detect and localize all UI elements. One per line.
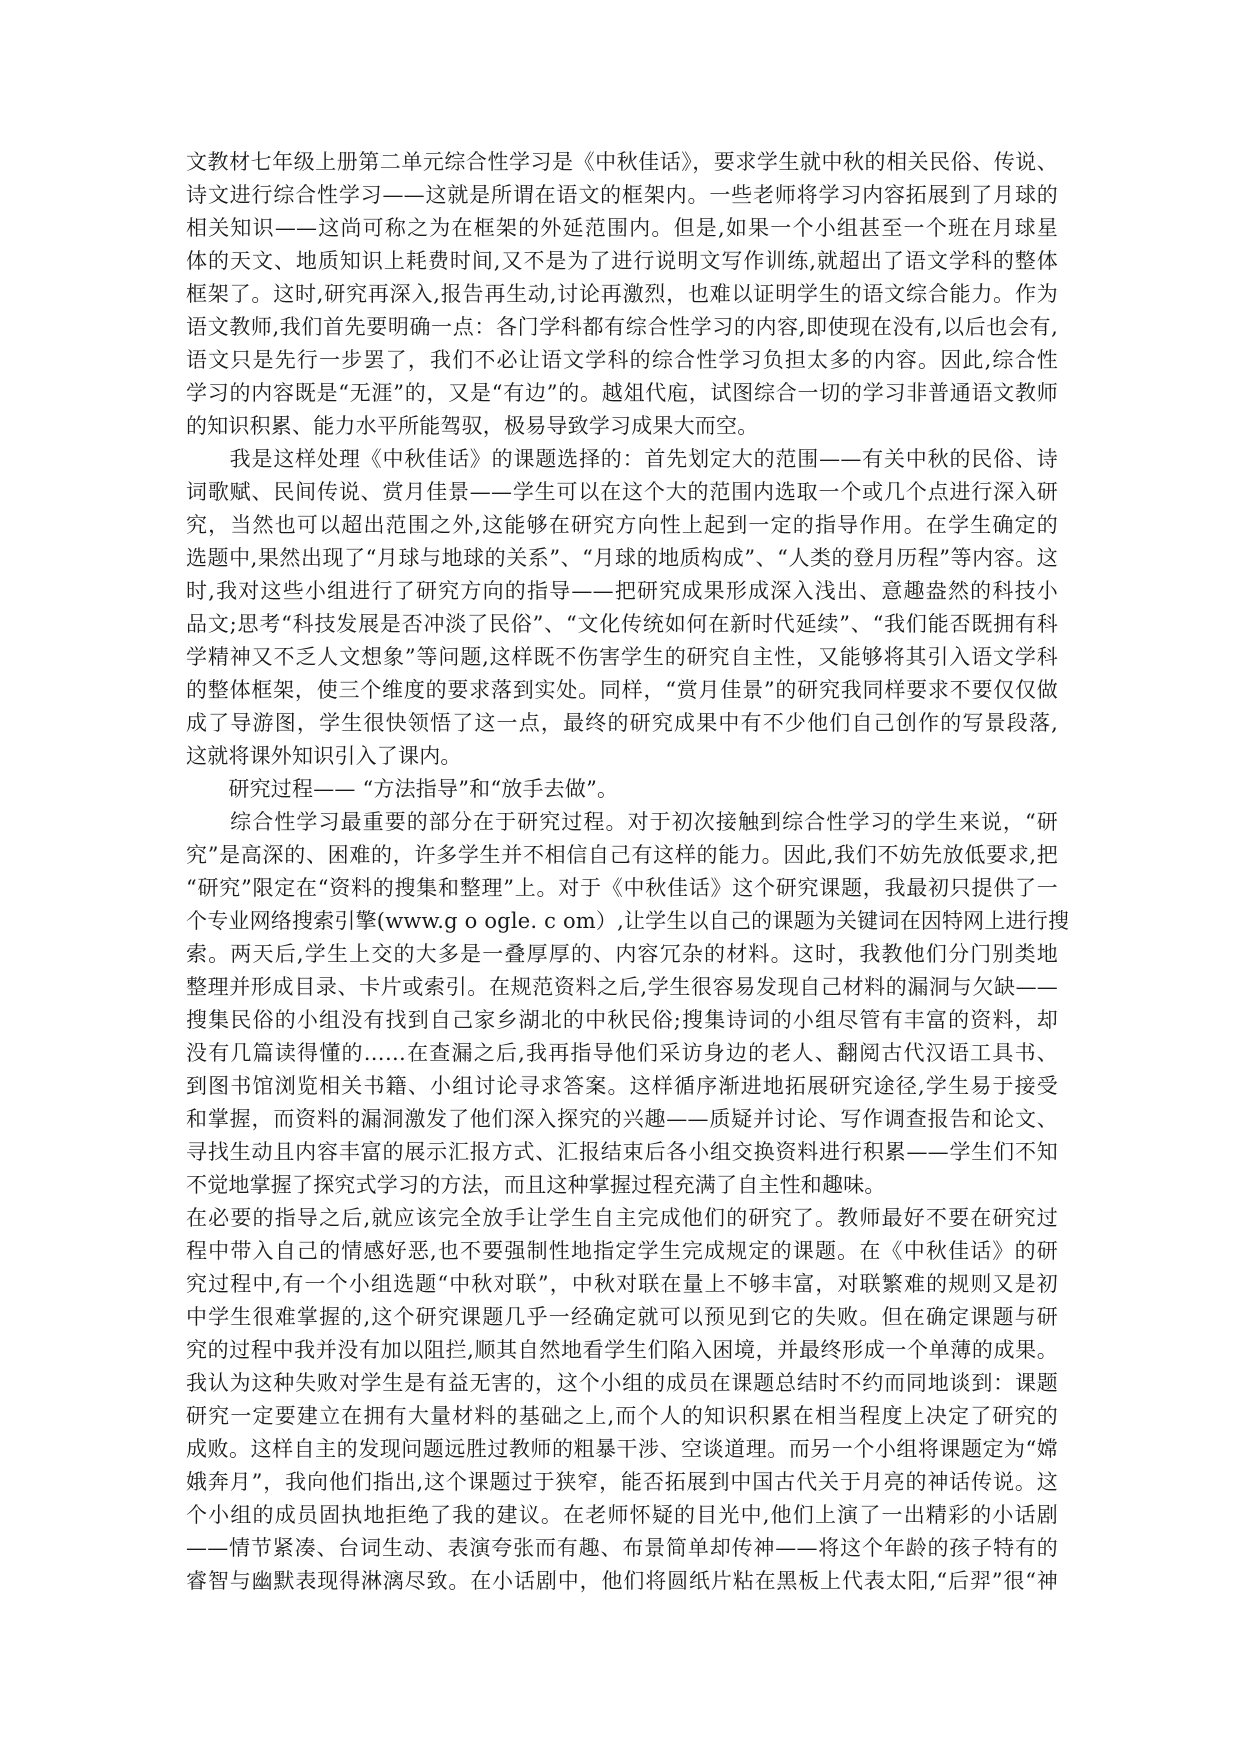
text-line: 体的天文、地质知识上耗费时间,又不是为了进行说明文写作训练,就超出了语文学科的整体 bbox=[186, 249, 1058, 273]
text-line: 整理并形成目录、卡片或索引。在规范资料之后,学生很容易发现自己材料的漏洞与欠缺—— bbox=[186, 975, 1058, 999]
text-line: 框架了。这时,研究再深入,报告再生动,讨论再激烈，也难以证明学生的语文综合能力。作为 bbox=[186, 282, 1058, 306]
text-line: 不觉地掌握了探究式学习的方法，而且这种掌握过程充满了自主性和趣味。 bbox=[186, 1173, 886, 1197]
document-page bbox=[186, 146, 1070, 1598]
text-line: 个专业网络搜索引擎(www.g o ogle. c om）,让学生以自己的课题为关键词在因特网上进行搜 bbox=[186, 909, 1070, 933]
text-line: 我是这样处理《中秋佳话》的课题选择的：首先划定大的范围——有关中秋的民俗、诗 bbox=[186, 447, 1058, 471]
text-line: 个小组的成员固执地拒绝了我的建议。在老师怀疑的目光中,他们上演了一出精彩的小话剧 bbox=[186, 1503, 1058, 1527]
text-line: 在必要的指导之后,就应该完全放手让学生自主完成他们的研究了。教师最好不要在研究过 bbox=[186, 1206, 1058, 1230]
text-line: 搜集民俗的小组没有找到自己家乡湖北的中秋民俗;搜集诗词的小组尽管有丰富的资料，却 bbox=[186, 1008, 1058, 1032]
text-line: 语文教师,我们首先要明确一点：各门学科都有综合性学习的内容,即使现在没有,以后也会有, bbox=[186, 315, 1058, 339]
text-line: 诗文进行综合性学习——这就是所谓在语文的框架内。一些老师将学习内容拓展到了月球的 bbox=[186, 183, 1058, 207]
text-line: 相关知识——这尚可称之为在框架的外延范围内。但是,如果一个小组甚至一个班在月球星 bbox=[186, 216, 1058, 240]
text-line: 的整体框架，使三个维度的要求落到实处。同样，“赏月佳景”的研究我同样要求不要仅仅做 bbox=[186, 678, 1058, 702]
text-line: 究的过程中我并没有加以阻拦,顺其自然地看学生们陷入困境，并最终形成一个单薄的成果。 bbox=[186, 1338, 1058, 1362]
text-line: 词歌赋、民间传说、赏月佳景——学生可以在这个大的范围内选取一个或几个点进行深入研 bbox=[186, 480, 1058, 504]
text-line: 究，当然也可以超出范围之外,这能够在研究方向性上起到一定的指导作用。在学生确定的 bbox=[186, 513, 1058, 537]
text-line: 到图书馆浏览相关书籍、小组讨论寻求答案。这样循序渐进地拓展研究途径,学生易于接受 bbox=[186, 1074, 1058, 1098]
text-line: 我认为这种失败对学生是有益无害的，这个小组的成员在课题总结时不约而同地谈到：课题 bbox=[186, 1371, 1058, 1395]
text-line: 程中带入自己的情感好恶,也不要强制性地指定学生完成规定的课题。在《中秋佳话》的研 bbox=[186, 1239, 1058, 1263]
text-line: ——情节紧凑、台词生动、表演夸张而有趣、布景简单却传神——将这个年龄的孩子特有的 bbox=[186, 1536, 1058, 1560]
text-line: 研究过程—— “方法指导”和“放手去做”。 bbox=[186, 777, 619, 801]
text-line: 研究一定要建立在拥有大量材料的基础之上,而个人的知识积累在相当程度上决定了研究的 bbox=[186, 1404, 1058, 1428]
text-line: 娥奔月”，我向他们指出,这个课题过于狭窄，能否拓展到中国古代关于月亮的神话传说。这 bbox=[186, 1470, 1058, 1494]
text-line: 没有几篇读得懂的……在查漏之后,我再指导他们采访身边的老人、翻阅古代汉语工具书、 bbox=[186, 1041, 1058, 1065]
text-line: 中学生很难掌握的,这个研究课题几乎一经确定就可以预见到它的失败。但在确定课题与研 bbox=[186, 1305, 1058, 1329]
text-line: 的知识积累、能力水平所能驾驭，极易导致学习成果大而空。 bbox=[186, 414, 759, 438]
text-line: 这就将课外知识引入了课内。 bbox=[186, 744, 462, 768]
text-line: 文教材七年级上册第二单元综合性学习是《中秋佳话》，要求学生就中秋的相关民俗、传说、 bbox=[186, 150, 1058, 174]
text-line: 究”是高深的、困难的，许多学生并不相信自己有这样的能力。因此,我们不妨先放低要求,把 bbox=[186, 843, 1058, 867]
text-line: 究过程中,有一个小组选题“中秋对联”，中秋对联在量上不够丰富，对联繁难的规则又是初 bbox=[186, 1272, 1058, 1296]
text-line: 索。两天后,学生上交的大多是一叠厚厚的、内容冗杂的材料。这时，我教他们分门别类地 bbox=[186, 942, 1058, 966]
text-line: 成了导游图，学生很快领悟了这一点，最终的研究成果中有不少他们自己创作的写景段落, bbox=[186, 711, 1058, 735]
text-line: 学习的内容既是“无涯”的，又是“有边”的。越俎代庖，试图综合一切的学习非普通语文教师 bbox=[186, 381, 1058, 405]
text-line: 选题中,果然出现了“月球与地球的关系”、“月球的地质构成”、“人类的登月历程”等内容。这 bbox=[186, 546, 1058, 570]
text-line: 睿智与幽默表现得淋漓尽致。在小话剧中，他们将圆纸片粘在黑板上代表太阳,“后羿”很“神 bbox=[186, 1569, 1058, 1593]
text-line: 品文;思考“科技发展是否冲淡了民俗”、“文化传统如何在新时代延续”、“我们能否既拥有科 bbox=[186, 612, 1058, 636]
text-line: 和掌握，而资料的漏洞激发了他们深入探究的兴趣——质疑并讨论、写作调查报告和论文、 bbox=[186, 1107, 1058, 1131]
text-line: “研究”限定在“资料的搜集和整理”上。对于《中秋佳话》这个研究课题，我最初只提供了一 bbox=[186, 876, 1058, 900]
text-line: 语文只是先行一步罢了，我们不必让语文学科的综合性学习负担太多的内容。因此,综合性 bbox=[186, 348, 1058, 372]
text-line: 学精神又不乏人文想象”等问题,这样既不伤害学生的研究自主性，又能够将其引入语文学科 bbox=[186, 645, 1058, 669]
text-line: 寻找生动且内容丰富的展示汇报方式、汇报结束后各小组交换资料进行积累——学生们不知 bbox=[186, 1140, 1058, 1164]
text-line: 成败。这样自主的发现问题远胜过教师的粗暴干涉、空谈道理。而另一个小组将课题定为“嫦 bbox=[186, 1437, 1058, 1461]
text-line: 时,我对这些小组进行了研究方向的指导——把研究成果形成深入浅出、意趣盎然的科技小 bbox=[186, 579, 1058, 603]
text-line: 综合性学习最重要的部分在于研究过程。对于初次接触到综合性学习的学生来说，“研 bbox=[186, 810, 1058, 834]
